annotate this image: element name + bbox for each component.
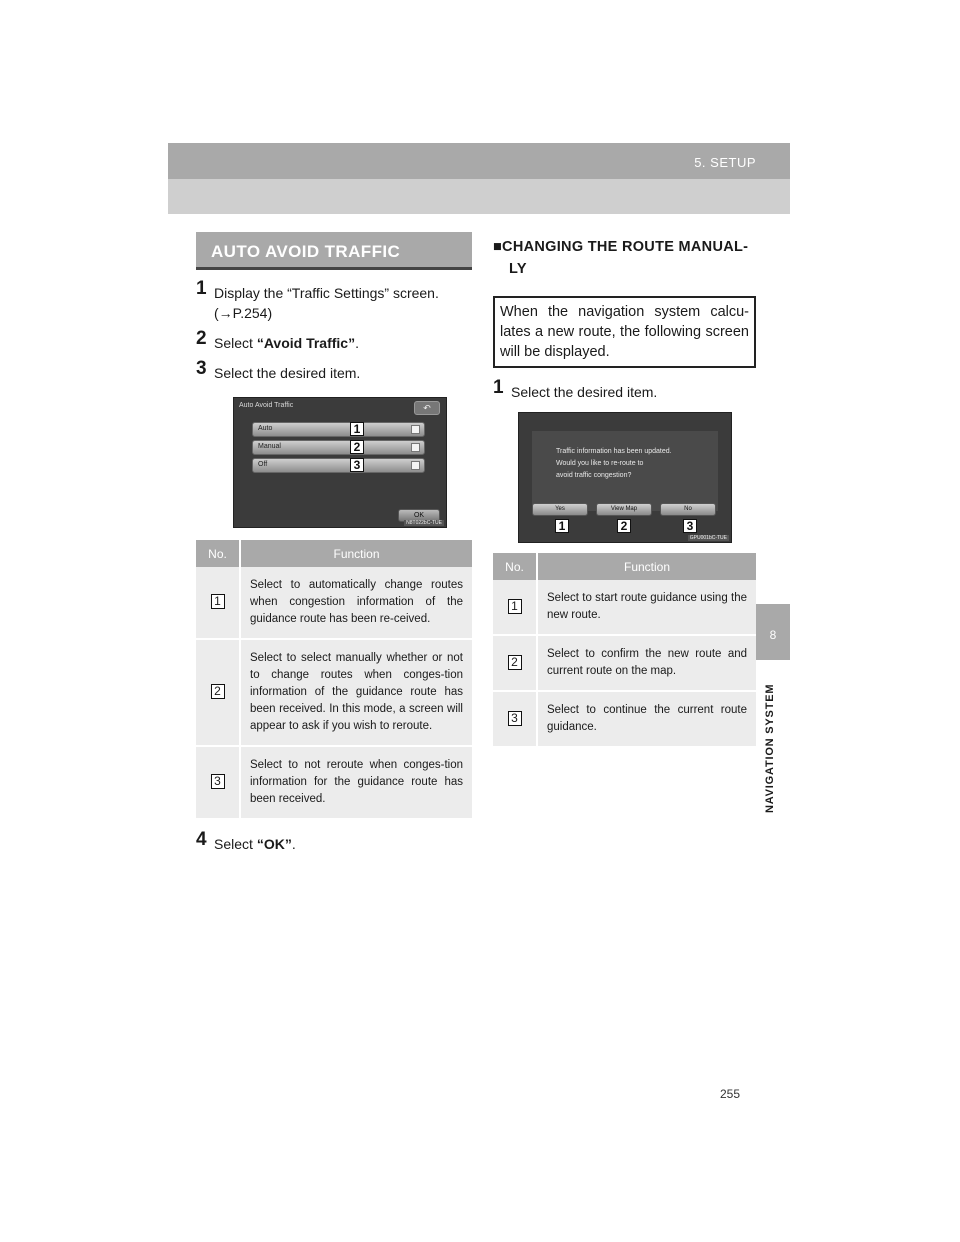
reroute-dialog-screen	[518, 412, 732, 543]
left-column	[196, 232, 472, 854]
screen-title: Auto Avoid Traffic	[239, 402, 294, 409]
table-row	[493, 691, 756, 747]
step-number: 1	[196, 278, 207, 299]
table-row	[493, 580, 756, 635]
callout-3: 3	[683, 519, 697, 533]
right-column	[493, 236, 756, 748]
row-function: Select to start route guidance using the new route.	[537, 580, 756, 635]
row-number: 2	[508, 655, 522, 670]
checkbox-indicator	[411, 443, 420, 452]
page-number: 255	[720, 1087, 741, 1101]
row-number: 3	[211, 774, 225, 789]
table-row	[493, 635, 756, 691]
subsection-heading: ■CHANGING THE ROUTE MANUAL-LY	[493, 239, 749, 277]
step-3	[196, 358, 472, 383]
row-function: Select to automatically change routes when congestion information of the guidance route has been re-ceived.	[240, 567, 472, 639]
column-header-no: No.	[196, 540, 240, 567]
figure-code: N8T022bC-TUE	[406, 520, 442, 526]
callout-3: 3	[350, 458, 364, 472]
step-text: Select the desired item.	[511, 384, 658, 400]
callout-1: 1	[555, 519, 569, 533]
option-label: Manual	[258, 443, 281, 450]
auto-avoid-traffic-screen	[233, 397, 447, 528]
header-top-bar	[168, 143, 790, 179]
ok-button[interactable]: OK	[398, 509, 440, 522]
option-manual[interactable]	[252, 440, 425, 455]
step-1	[493, 377, 756, 402]
chapter-tab	[756, 604, 790, 660]
message-line: Traffic information has been updated.	[556, 448, 672, 455]
row-number: 1	[508, 599, 522, 614]
no-button[interactable]: No	[660, 503, 716, 516]
option-label: Off	[258, 461, 268, 468]
column-header-function: Function	[240, 540, 472, 567]
yes-button[interactable]: Yes	[532, 503, 588, 516]
message-line: Would you like to re-route to	[556, 460, 644, 467]
row-function: Select to not reroute when conges-tion information for the guidance route has been received.	[240, 746, 472, 819]
callout-2: 2	[617, 519, 631, 533]
step-text: Select the desired item.	[214, 365, 361, 381]
back-button[interactable]: ↶	[414, 401, 440, 415]
page-reference: (→P.254)	[214, 305, 273, 321]
step-quoted-item: “OK”	[256, 836, 292, 852]
chapter-label: NAVIGATION SYSTEM	[764, 683, 776, 813]
table-header-row	[196, 540, 472, 567]
step-prefix: Select	[214, 335, 257, 351]
table-row	[196, 639, 472, 746]
callout-2: 2	[350, 440, 364, 454]
step-suffix: .	[291, 836, 296, 852]
step-number: 2	[196, 328, 207, 349]
row-function: Select to confirm the new route and current route on the map.	[537, 635, 756, 691]
message-text	[556, 446, 672, 482]
note-box: When the navigation system calcu-lates a new route, the following screen will be displayed.	[493, 296, 756, 368]
view-map-button[interactable]: View Map	[596, 503, 652, 516]
row-number: 1	[211, 594, 225, 609]
callout-1: 1	[350, 422, 364, 436]
step-4	[196, 829, 472, 854]
section-label: 5. SETUP	[694, 155, 756, 170]
step-suffix: .	[355, 335, 359, 351]
option-label: Auto	[258, 425, 273, 432]
row-number: 2	[211, 684, 225, 699]
row-function: Select to select manually whether or not to change routes when conges-tion information of the guidance route has been received. In this mode, a screen will appear to ask if you wish to reroute.	[240, 639, 472, 746]
figure-code: GPU001bC-TUE	[689, 535, 727, 541]
step-number: 3	[196, 358, 207, 379]
step-2	[196, 328, 472, 353]
table-row	[196, 746, 472, 819]
table-header-row	[493, 553, 756, 580]
option-off[interactable]	[252, 458, 425, 473]
table-row	[196, 567, 472, 639]
step-prefix: Select	[214, 836, 257, 852]
step-number: 1	[493, 377, 504, 398]
function-table	[196, 540, 472, 820]
step-text: Display the “Traffic Settings” screen.	[214, 285, 439, 301]
message-line: avoid traffic congestion?	[556, 472, 632, 479]
checkbox-indicator	[411, 425, 420, 434]
step-quoted-item: “Avoid Traffic”	[256, 335, 356, 351]
column-header-function: Function	[537, 553, 756, 580]
row-function: Select to continue the current route guidance.	[537, 691, 756, 747]
column-header-no: No.	[493, 553, 537, 580]
function-table	[493, 553, 756, 748]
chapter-number: 8	[769, 628, 777, 642]
header-band	[168, 143, 790, 214]
row-number: 3	[508, 711, 522, 726]
step-1	[196, 278, 472, 323]
message-box	[532, 431, 718, 511]
section-heading: AUTO AVOID TRAFFIC	[196, 232, 472, 270]
checkbox-indicator	[411, 461, 420, 470]
option-auto[interactable]	[252, 422, 425, 437]
step-number: 4	[196, 829, 207, 850]
